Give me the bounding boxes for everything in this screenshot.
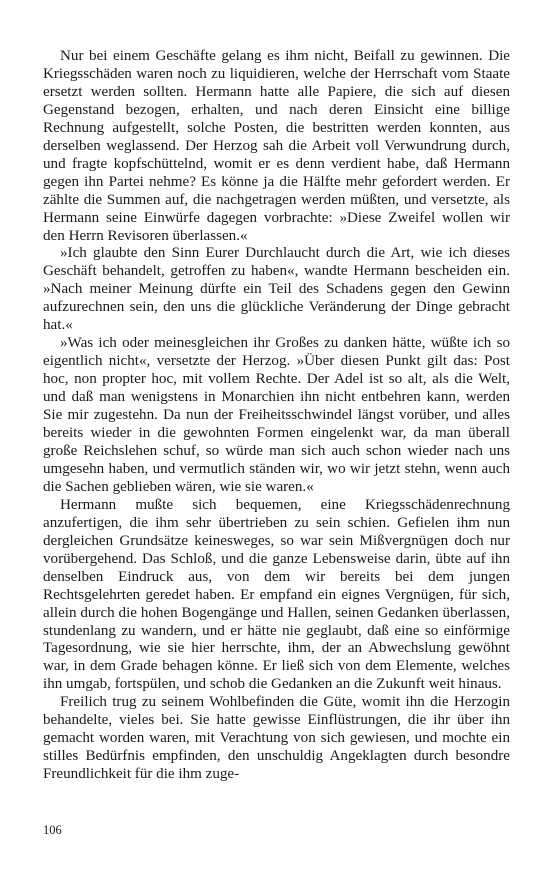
page-body — [43, 48, 510, 784]
paragraph-3: »Was ich oder meinesgleichen ihr Großes zu danken hätte, wüßte ich so eigentlich nicht«, versetzte der Herzog. »Über diesen Punkt gilt das: Post hoc, non propter hoc, mit vollem Rechte. Der Adel ist so alt, als die Welt, und daß man wenigstens in Monarchien ihn nicht entbehren kann, werden Sie mir zugestehn. Da nun der Freiheitsschwindel längst vorüber, und alles bereits wieder in die gewohnten Formen eingelenkt war, da man überall große Reichslehen schuf, so würde man sich auch schon wieder nach uns umgesehn haben, und vermutlich ständen wir, wo wir jetzt stehn, wenn auch die Sachen geblieben wären, wie sie waren.« — [43, 335, 510, 495]
paragraph-4: Hermann mußte sich bequemen, eine Kriegsschädenrechnung anzufertigen, die ihm sehr übertrieben zu sein schien. Gefielen ihm nun dergleichen Grundsätze keinesweges, so war sein Mißvergnügen doch nur vorübergehend. Das Schloß, und die ganze Lebensweise darin, übte auf ihn denselben Eindruck aus, von dem wir bereits bei dem jungen Rechtsgelehrten geredet haben. Er empfand ein eignes Vergnügen, für sich, allein durch die hohen Bogengänge und Hallen, seinen Gedanken überlassen, stundenlang zu wandern, und er hätte nie geglaubt, daß eine so einförmige Tagesordnung, wie sie hier herrschte, ihm, der an Abwechslung gewöhnt war, in dem Grade behagen könne. Er ließ sich von dem Elemente, welches ihn umgab, fortspülen, und schob die Gedanken an die Zukunft weit hinaus. — [43, 496, 510, 693]
paragraph-2: »Ich glaubte den Sinn Eurer Durchlaucht durch die Art, wie ich dieses Geschäft behandelt, getroffen zu haben«, wandte Hermann bescheiden ein. »Nach meiner Meinung dürfte ein Teil des Schadens gegen den Gewinn aufzurechnen sein, den uns die glückliche Veränderung der Dinge gebracht hat.« — [43, 245, 510, 334]
page-number: 106 — [43, 823, 62, 837]
paragraph-1: Nur bei einem Geschäfte gelang es ihm nicht, Beifall zu gewinnen. Die Kriegsschäden waren noch zu liquidieren, welche der Herrschaft vom Staate ersetzt werden sollten. Hermann hatte alle Papiere, die sich auf diesen Gegenstand bezogen, erhalten, und nach deren Einsicht eine billige Rechnung aufgestellt, solche Posten, die bestritten werden konnten, aus derselben weglassend. Der Herzog sah die Arbeit voll Verwundrung durch, und fragte kopfschüttelnd, womit er es denn verdient habe, daß Hermann gegen ihn Partei nehme? Es könne ja die Hälfte mehr gefordert werden. Er zählte die Summen auf, die nachgetragen werden müßten, und versetzte, als Hermann seine Einwürfe dagegen vorbrachte: »Diese Zweifel wollen wir den Herrn Revisoren überlassen.« — [43, 48, 510, 244]
paragraph-5: Freilich trug zu seinem Wohlbefinden die Güte, womit ihn die Herzogin behandelte, vieles bei. Sie hatte gewisse Einflüstrungen, die ihr über ihn gemacht worden waren, mit Verachtung von sich gewiesen, und mochte ein stilles Bedürfnis empfinden, den unschuldig Angeklagten durch besondre Freundlichkeit für die ihm zuge- — [43, 694, 510, 783]
